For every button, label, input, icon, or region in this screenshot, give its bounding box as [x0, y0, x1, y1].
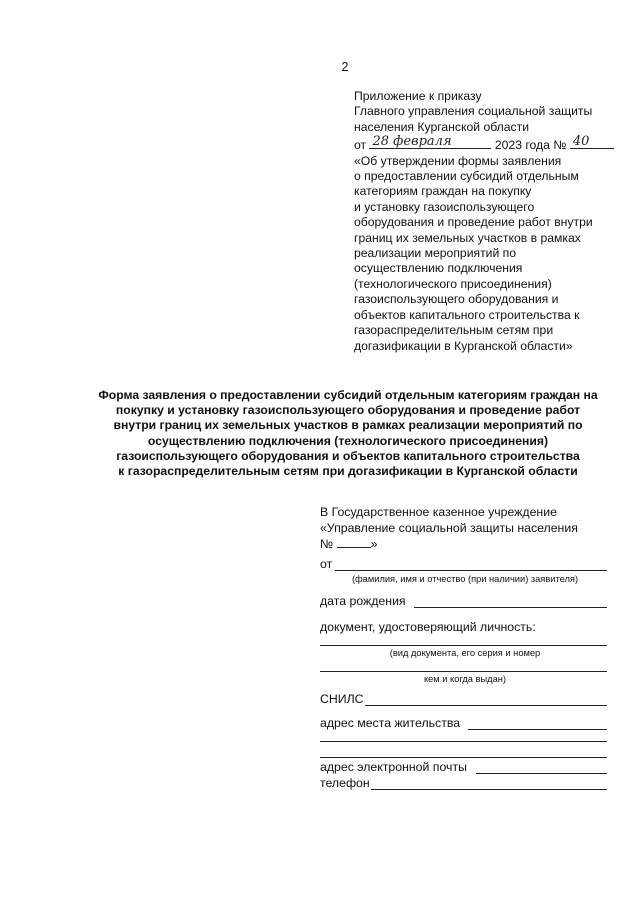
order-title-line: объектов капитального строительства к: [354, 307, 580, 322]
date-field: [369, 135, 491, 149]
appendix-line: Главного управления социальной защиты: [354, 104, 593, 119]
snils-label: СНИЛС: [320, 692, 364, 706]
id-doc-label: документ, удостоверяющий личность:: [320, 620, 536, 634]
order-title-line: границ их земельных участков в рамках: [354, 230, 581, 245]
from-field[interactable]: [335, 570, 607, 571]
addressee-number-field[interactable]: [337, 536, 371, 548]
form-title-line: Форма заявления о предоставлении субсидий отдельным категориям граждан на: [98, 388, 598, 402]
order-title-line: догазификации в Курганской области»: [354, 338, 573, 353]
handwritten-date: 28 февраля: [372, 133, 452, 149]
addressee-number-line: [320, 536, 620, 553]
year-text: 2023 года №: [494, 138, 567, 153]
phone-field[interactable]: [371, 789, 607, 790]
address-field-line3[interactable]: [320, 757, 607, 758]
order-title-line: и установку газоиспользующего: [354, 199, 535, 214]
handwritten-number: 40: [572, 133, 590, 149]
number-field: [570, 135, 614, 149]
page-number: 2: [341, 60, 349, 74]
appendix-line: Приложение к приказу: [354, 89, 482, 103]
order-title-line: оборудования и проведение работ внутри: [354, 215, 593, 230]
id-doc-hint-issuer: кем и когда выдан): [423, 674, 507, 684]
id-doc-hint-series: (вид документа, его серия и номер: [389, 648, 541, 658]
form-title-line: внутри границ их земельных участков в рамках реализации мероприятий по: [113, 418, 583, 433]
addressee-line: «Управление социальной защиты населения: [320, 520, 578, 535]
form-title-line: газоиспользующего оборудования и объектов капитального строительства: [116, 448, 580, 463]
order-title-line: газораспределительным сетям при: [354, 323, 554, 338]
from-label: от: [320, 557, 333, 571]
order-title-line: осуществлению подключения: [354, 261, 523, 276]
appendix-block: [354, 89, 624, 354]
order-title-line: газоиспользующего оборудования и: [354, 292, 559, 307]
appendix-date-line: [354, 135, 624, 153]
appendix-line: населения Курганской области: [354, 119, 530, 134]
from-hint: (фамилия, имя и отчество (при наличии) заявителя): [351, 574, 579, 584]
birth-date-field[interactable]: [414, 607, 607, 608]
email-field[interactable]: [476, 773, 607, 774]
order-title-line: «Об утверждении формы заявления: [354, 153, 562, 168]
addressee-block: [320, 505, 620, 553]
address-field-line2[interactable]: [320, 741, 607, 742]
snils-field[interactable]: [365, 705, 607, 706]
phone-label: телефон: [320, 776, 370, 790]
addressee-number-suffix: »: [370, 537, 378, 552]
addressee-number-prefix: №: [320, 537, 334, 552]
address-field[interactable]: [468, 729, 607, 730]
addressee-line: В Государственное казенное учреждение: [320, 505, 557, 519]
address-label: адрес места жительства: [320, 716, 461, 730]
order-title-line: (технологического присоединения): [354, 276, 552, 291]
email-label: адрес электронной почты: [320, 760, 467, 774]
form-title: [74, 388, 622, 479]
order-title-line: о предоставлении субсидий отдельным: [354, 169, 579, 184]
form-title-line: к газораспределительным сетям при догазификации в Курганской области: [118, 464, 578, 479]
form-title-line: покупку и установку газоиспользующего оборудования и проведение работ: [115, 403, 581, 418]
birth-date-label: дата рождения: [320, 594, 406, 608]
date-prefix: от: [354, 138, 367, 153]
order-title-line: категориям граждан на покупку: [354, 184, 532, 199]
order-title-line: реализации мероприятий по: [354, 246, 517, 261]
id-doc-series-field[interactable]: [320, 645, 607, 646]
form-title-line: осуществлению подключения (технологического присоединения): [147, 433, 549, 448]
id-doc-issuer-field[interactable]: [320, 671, 607, 672]
